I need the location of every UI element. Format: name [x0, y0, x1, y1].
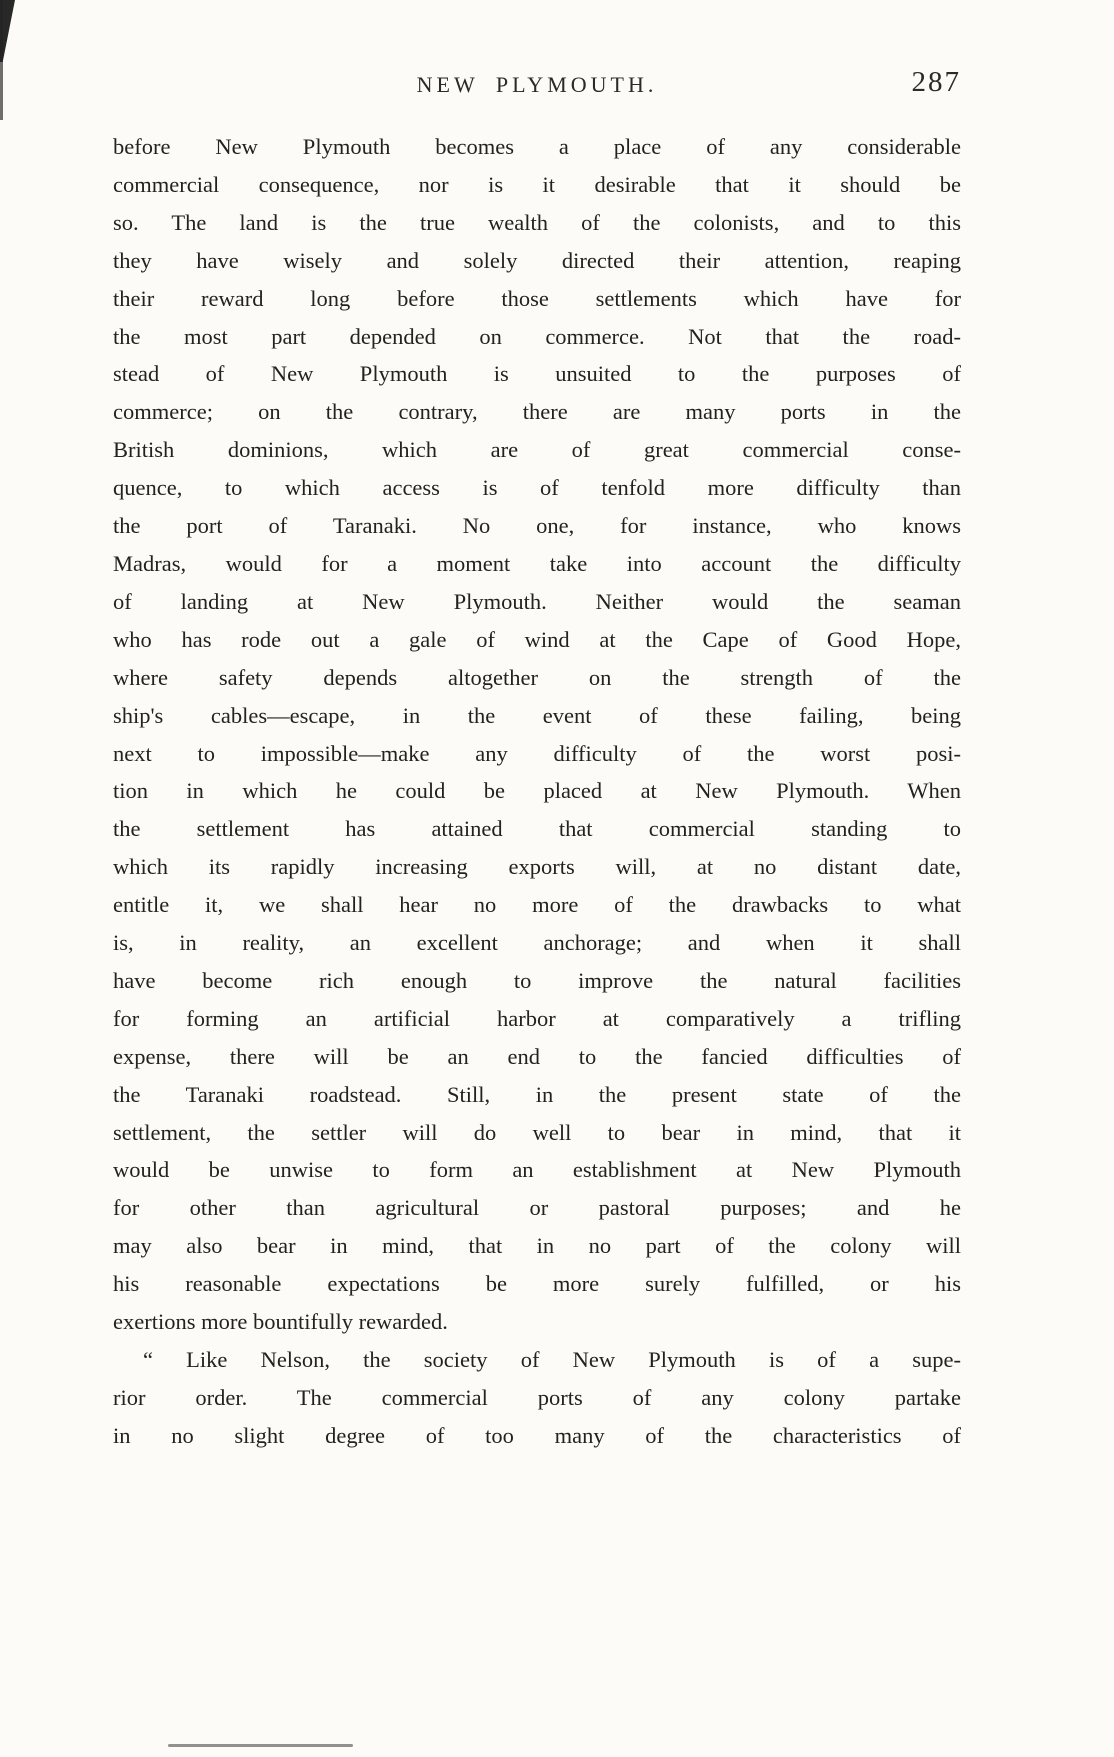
- scan-artifact-left-edge: [0, 0, 3, 120]
- text-line: where safety depends altogether on the strength of the: [113, 664, 961, 690]
- text-line: of landing at New Plymouth. Neither would the seaman: [113, 588, 961, 614]
- text-line: for forming an artificial harbor at comparatively a trifling: [113, 1005, 961, 1031]
- text-line: stead of New Plymouth is unsuited to the purposes of: [113, 361, 961, 387]
- text-line: his reasonable expectations be more surely fulfilled, or his: [113, 1271, 961, 1297]
- text-line: expense, there will be an end to the fancied difficulties of: [113, 1043, 961, 1069]
- text-line: is, in reality, an excellent anchorage; and when it shall: [113, 930, 961, 956]
- text-line: British dominions, which are of great commercial conse-: [113, 437, 961, 463]
- text-line: may also bear in mind, that in no part of the colony will: [113, 1233, 961, 1259]
- text-line: commerce; on the contrary, there are many ports in the: [113, 399, 961, 425]
- text-line: ship's cables—escape, in the event of these failing, being: [113, 702, 961, 728]
- text-line: for other than agricultural or pastoral purposes; and he: [113, 1195, 961, 1221]
- scan-artifact-bottom-line: [168, 1744, 353, 1747]
- paragraph: [113, 128, 961, 1341]
- text-line: the Taranaki roadstead. Still, in the present state of the: [113, 1081, 961, 1107]
- text-line: would be unwise to form an establishment at New Plymouth: [113, 1157, 961, 1183]
- text-line: rior order. The commercial ports of any colony partake: [113, 1384, 961, 1410]
- text-line: entitle it, we shall hear no more of the drawbacks to what: [113, 892, 961, 918]
- text-line: which its rapidly increasing exports will, at no distant date,: [113, 854, 961, 880]
- text-line: the most part depended on commerce. Not that the road-: [113, 323, 961, 349]
- text-line: in no slight degree of too many of the characteristics of: [113, 1422, 961, 1448]
- text-line: the port of Taranaki. No one, for instance, who knows: [113, 513, 961, 539]
- text-line: exertions more bountifully rewarded.: [113, 1309, 448, 1335]
- text-line: tion in which he could be placed at New Plymouth. When: [113, 778, 961, 804]
- running-header-title: NEW PLYMOUTH.: [416, 72, 658, 97]
- text-line: their reward long before those settlements which have for: [113, 285, 961, 311]
- text-body: [113, 128, 961, 1455]
- text-line: next to impossible—make any difficulty of the worst posi-: [113, 740, 961, 766]
- paragraph: [113, 1341, 961, 1455]
- text-line: Madras, would for a moment take into account the difficulty: [113, 550, 961, 576]
- page-number: 287: [911, 66, 961, 98]
- text-line: the settlement has attained that commercial standing to: [113, 816, 961, 842]
- text-line: who has rode out a gale of wind at the Cape of Good Hope,: [113, 626, 961, 652]
- text-line: “ Like Nelson, the society of New Plymouth is of a supe-: [143, 1347, 961, 1372]
- text-line: before New Plymouth becomes a place of any considerable: [113, 134, 961, 159]
- text-line: they have wisely and solely directed their attention, reaping: [113, 247, 961, 273]
- text-line: quence, to which access is of tenfold more difficulty than: [113, 475, 961, 501]
- page-header: [113, 66, 961, 106]
- text-line: have become rich enough to improve the natural facilities: [113, 967, 961, 993]
- text-line: settlement, the settler will do well to bear in mind, that it: [113, 1119, 961, 1145]
- text-line: so. The land is the true wealth of the colonists, and to this: [113, 209, 961, 235]
- text-line: commercial consequence, nor is it desirable that it should be: [113, 171, 961, 197]
